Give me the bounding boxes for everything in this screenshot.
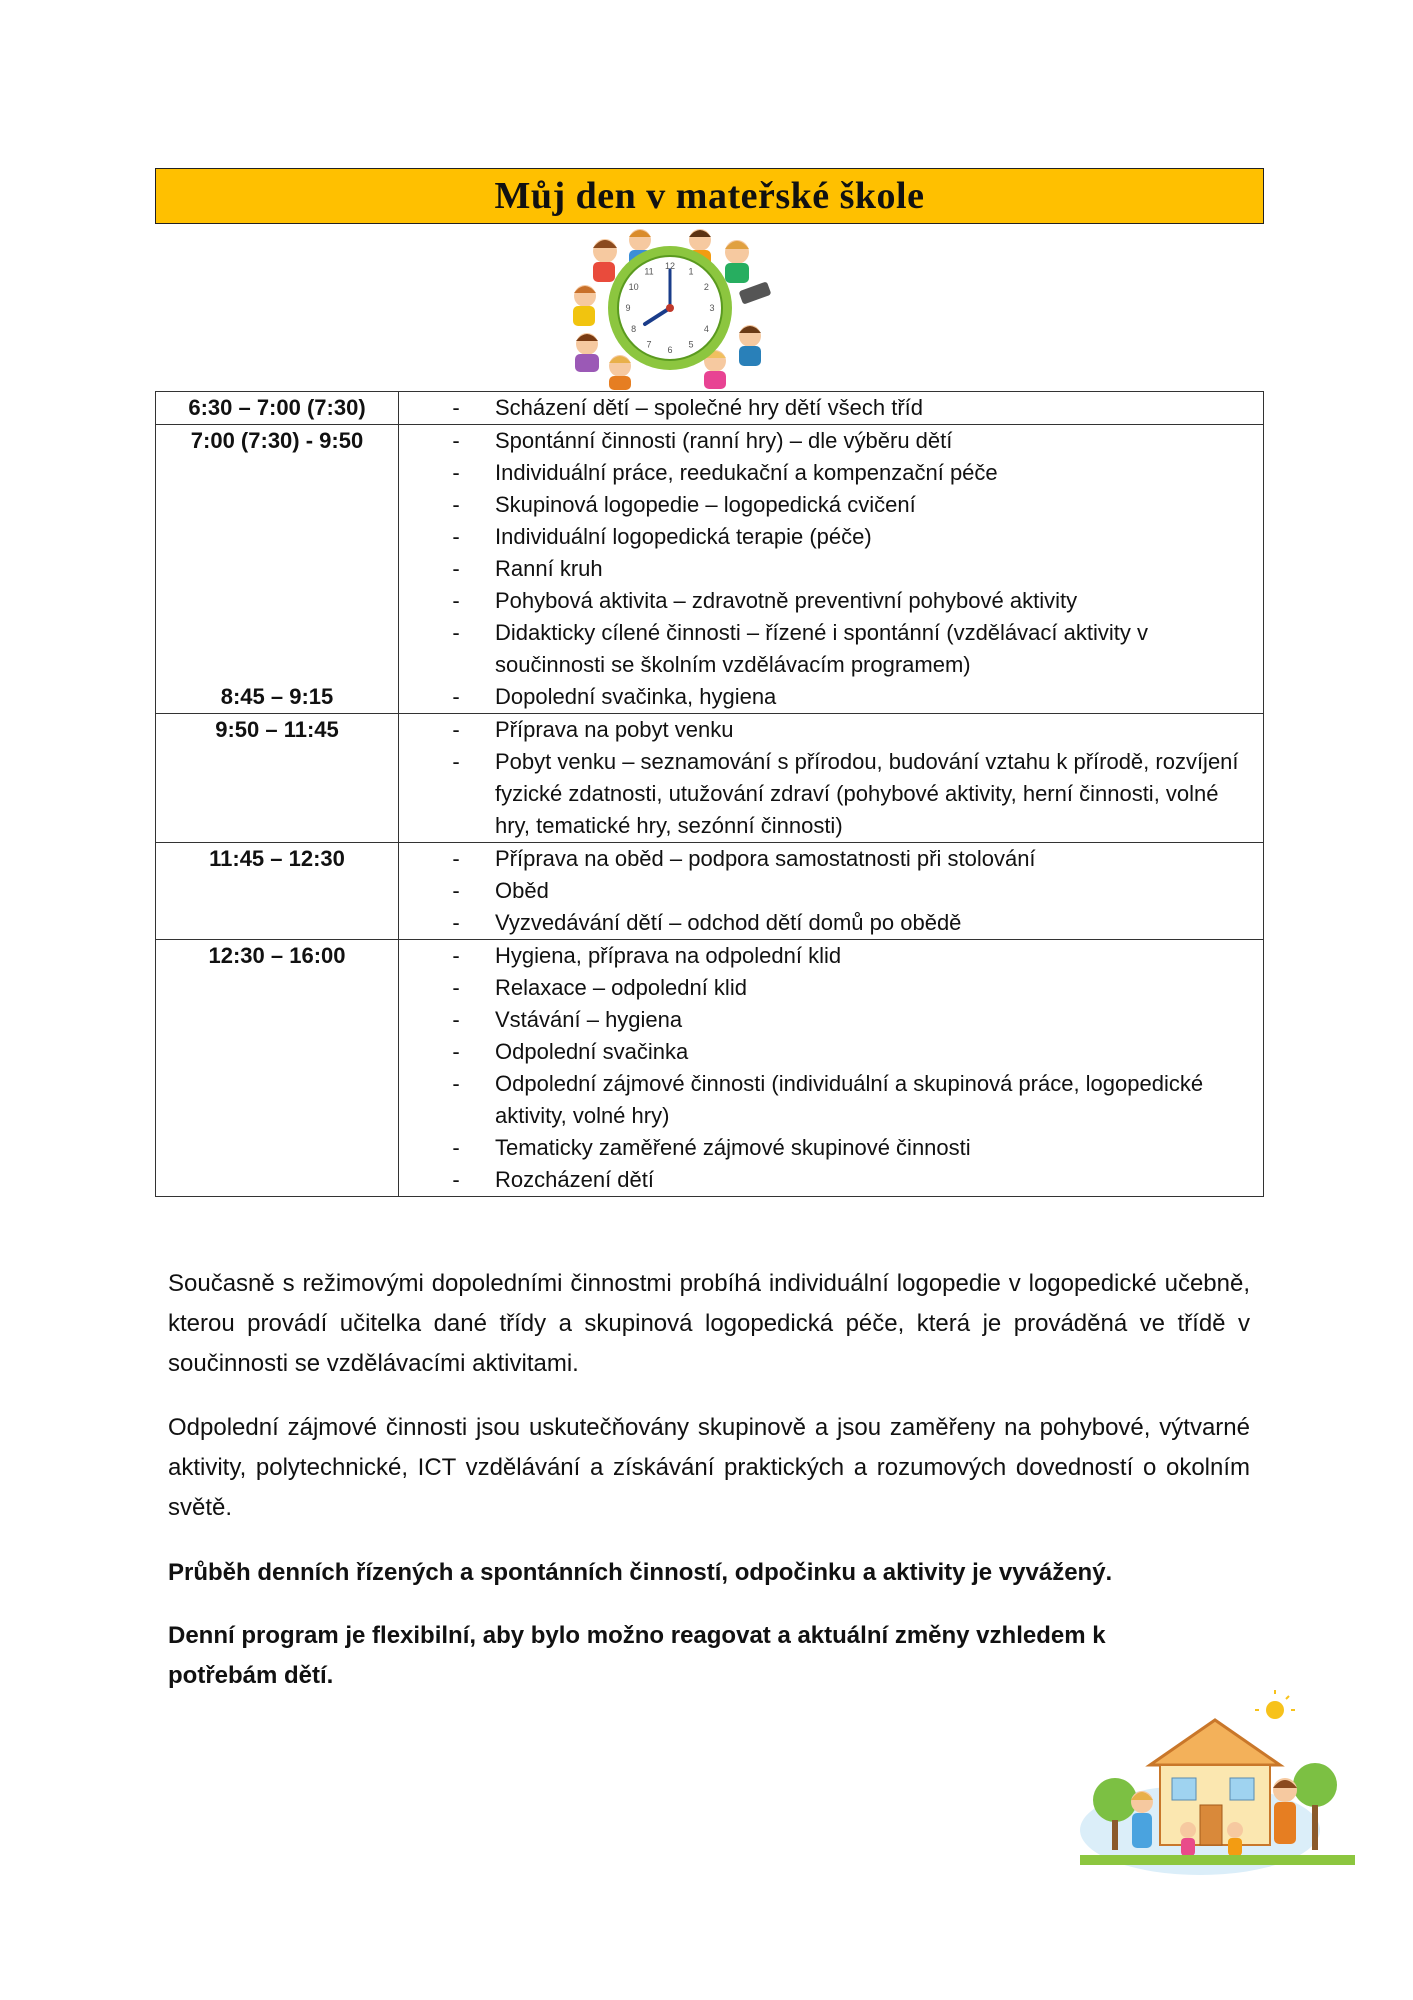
paragraph-denni-program: Denní program je flexibilní, aby bylo možno reagovat a aktuální změny vzhledem k potřebám dětí. xyxy=(168,1622,1106,1689)
schedule-time-cell xyxy=(156,425,399,714)
bullet-dash: - xyxy=(452,556,460,581)
activity-item xyxy=(399,425,1263,457)
tree-left xyxy=(1093,1778,1137,1822)
clock-numeral: 4 xyxy=(703,324,709,334)
title-bar xyxy=(155,168,1264,224)
activity-text: Didakticky cílené činnosti – řízené i spontánní (vzdělávací aktivity v součinnosti se školním vzdělávacím programem) xyxy=(495,620,1148,677)
bullet-dash: - xyxy=(452,492,460,517)
activity-item xyxy=(399,1036,1263,1068)
schedule-time-cell xyxy=(156,940,399,1197)
bullet-dash: - xyxy=(452,428,460,453)
clock-center xyxy=(666,304,674,312)
activity-item xyxy=(399,1132,1263,1164)
house-roof xyxy=(1150,1720,1280,1765)
activity-text: Ranní kruh xyxy=(495,556,603,581)
page-title: Můj den v mateřské škole xyxy=(494,175,925,217)
time-spacer xyxy=(156,649,398,681)
time-spacer xyxy=(156,617,398,649)
schedule-row xyxy=(156,392,1264,425)
clock-numeral: 2 xyxy=(703,282,709,292)
bullet-dash: - xyxy=(452,749,460,774)
clock-numeral: 8 xyxy=(631,324,637,334)
activity-item xyxy=(399,521,1263,553)
activity-item xyxy=(399,681,1263,713)
activity-text: Spontánní činnosti (ranní hry) – dle výběru dětí xyxy=(495,428,953,453)
tree-right xyxy=(1293,1763,1337,1807)
schedule-time: 8:45 – 9:15 xyxy=(220,684,334,709)
schedule-activities-cell xyxy=(399,843,1264,940)
sun-icon xyxy=(1266,1701,1284,1719)
bullet-dash: - xyxy=(452,395,460,420)
activity-text: Oběd xyxy=(495,878,549,903)
clock-numeral: 10 xyxy=(628,282,639,292)
activity-item xyxy=(399,746,1263,842)
schedule-time-cell xyxy=(156,392,399,425)
activity-text: Pobyt venku – seznamování s přírodou, budování vztahu k přírodě, rozvíjení fyzické zdatnosti, utužování zdraví (pohybové aktivity, herní činnosti, volné hry, tematické hry, sezónní činnosti) xyxy=(495,749,1239,838)
bullet-dash: - xyxy=(452,846,460,871)
activity-item xyxy=(399,585,1263,617)
activity-item xyxy=(399,392,1263,424)
clock-numeral: 6 xyxy=(667,345,673,355)
time-spacer xyxy=(156,585,398,617)
bullet-dash: - xyxy=(452,460,460,485)
activity-item xyxy=(399,843,1263,875)
daily-schedule-table xyxy=(155,391,1264,1197)
schedule-time: 12:30 – 16:00 xyxy=(208,943,346,968)
bullet-dash: - xyxy=(452,878,460,903)
bullet-dash: - xyxy=(452,1007,460,1032)
bullet-dash: - xyxy=(452,1135,460,1160)
activity-item xyxy=(399,907,1263,939)
activity-item xyxy=(399,714,1263,746)
time-spacer xyxy=(156,457,398,489)
house-family-illustration xyxy=(1080,1690,1355,1890)
schedule-row xyxy=(156,425,1264,714)
bullet-dash: - xyxy=(452,1071,460,1096)
clock-numeral: 9 xyxy=(625,303,631,313)
schedule-time: 9:50 – 11:45 xyxy=(215,717,339,742)
time-spacer xyxy=(156,521,398,553)
paragraph-logopedie: Současně s režimovými dopoledními činnostmi probíhá individuální logopedie v logopedické učebně, kterou provádí učitelka dané třídy a skupinová logopedická péče, která je prováděná ve třídě v součinnosti se vzdělávacími aktivitami. xyxy=(168,1270,1250,1377)
clock-illustration xyxy=(565,226,775,391)
schedule-activities-cell xyxy=(399,392,1264,425)
schedule-activities-cell xyxy=(399,714,1264,843)
schedule-row xyxy=(156,714,1264,843)
activity-text: Odpolední zájmové činnosti (individuální a skupinová práce, logopedické aktivity, volné hry) xyxy=(495,1071,1204,1128)
activity-item xyxy=(399,553,1263,585)
activity-text: Individuální práce, reedukační a kompenzační péče xyxy=(495,460,998,485)
bullet-dash: - xyxy=(452,975,460,1000)
schedule-time: 7:00 (7:30) - 9:50 xyxy=(190,428,364,453)
activity-text: Pohybová aktivita – zdravotně preventivní pohybové aktivity xyxy=(495,588,1078,613)
schedule-activities-cell xyxy=(399,425,1264,714)
activity-text: Rozcházení dětí xyxy=(495,1167,654,1192)
activity-item xyxy=(399,457,1263,489)
activity-text: Příprava na pobyt venku xyxy=(495,717,734,742)
activity-item xyxy=(399,617,1263,681)
activity-text: Relaxace – odpolední klid xyxy=(495,975,747,1000)
clock-numeral: 11 xyxy=(644,266,654,277)
activity-item xyxy=(399,1004,1263,1036)
clock-numeral: 5 xyxy=(688,339,694,350)
activity-item xyxy=(399,875,1263,907)
activity-item xyxy=(399,940,1263,972)
bullet-dash: - xyxy=(452,684,460,709)
bullet-dash: - xyxy=(452,620,460,645)
schedule-row xyxy=(156,843,1264,940)
time-spacer xyxy=(156,489,398,521)
activity-text: Odpolední svačinka xyxy=(495,1039,689,1064)
activity-text: Vyzvedávání dětí – odchod dětí domů po obědě xyxy=(495,910,962,935)
activity-item xyxy=(399,1068,1263,1132)
activity-text: Tematicky zaměřené zájmové skupinové činnosti xyxy=(495,1135,971,1160)
schedule-time-cell xyxy=(156,714,399,843)
schedule-time: 11:45 – 12:30 xyxy=(209,846,345,871)
activity-item xyxy=(399,972,1263,1004)
clock-numeral: 1 xyxy=(688,266,694,277)
activity-text: Skupinová logopedie – logopedická cvičení xyxy=(495,492,916,517)
activity-text: Příprava na oběd – podpora samostatnosti při stolování xyxy=(495,846,1036,871)
paragraph-zajmove-cinnosti: Odpolední zájmové činnosti jsou uskutečňovány skupinově a jsou zaměřeny na pohybové, výtvarné aktivity, polytechnické, ICT vzdělávání a získávání praktických a rozumových dovedností o okolním světě. xyxy=(168,1414,1250,1521)
activity-text: Dopolední svačinka, hygiena xyxy=(495,684,777,709)
schedule-time: 6:30 – 7:00 (7:30) xyxy=(188,395,366,420)
bullet-dash: - xyxy=(452,717,460,742)
paragraph-prubeh: Průběh denních řízených a spontánních činností, odpočinku a aktivity je vyvážený. xyxy=(168,1559,1113,1586)
clock-numeral: 3 xyxy=(709,303,715,313)
bullet-dash: - xyxy=(452,588,460,613)
schedule-row xyxy=(156,940,1264,1197)
activity-item xyxy=(399,1164,1263,1196)
bullet-dash: - xyxy=(452,524,460,549)
bullet-dash: - xyxy=(452,943,460,968)
bullet-dash: - xyxy=(452,910,460,935)
activity-text: Individuální logopedická terapie (péče) xyxy=(495,524,872,549)
time-spacer xyxy=(156,553,398,585)
activity-text: Hygiena, příprava na odpolední klid xyxy=(495,943,842,968)
schedule-activities-cell xyxy=(399,940,1264,1197)
activity-text: Scházení dětí – společné hry dětí všech tříd xyxy=(495,395,924,420)
bullet-dash: - xyxy=(452,1167,460,1192)
bullet-dash: - xyxy=(452,1039,460,1064)
activity-item xyxy=(399,489,1263,521)
clock-numeral: 12 xyxy=(664,261,676,271)
clock-numeral: 7 xyxy=(646,339,652,350)
activity-text: Vstávání – hygiena xyxy=(495,1007,683,1032)
schedule-time-cell xyxy=(156,843,399,940)
